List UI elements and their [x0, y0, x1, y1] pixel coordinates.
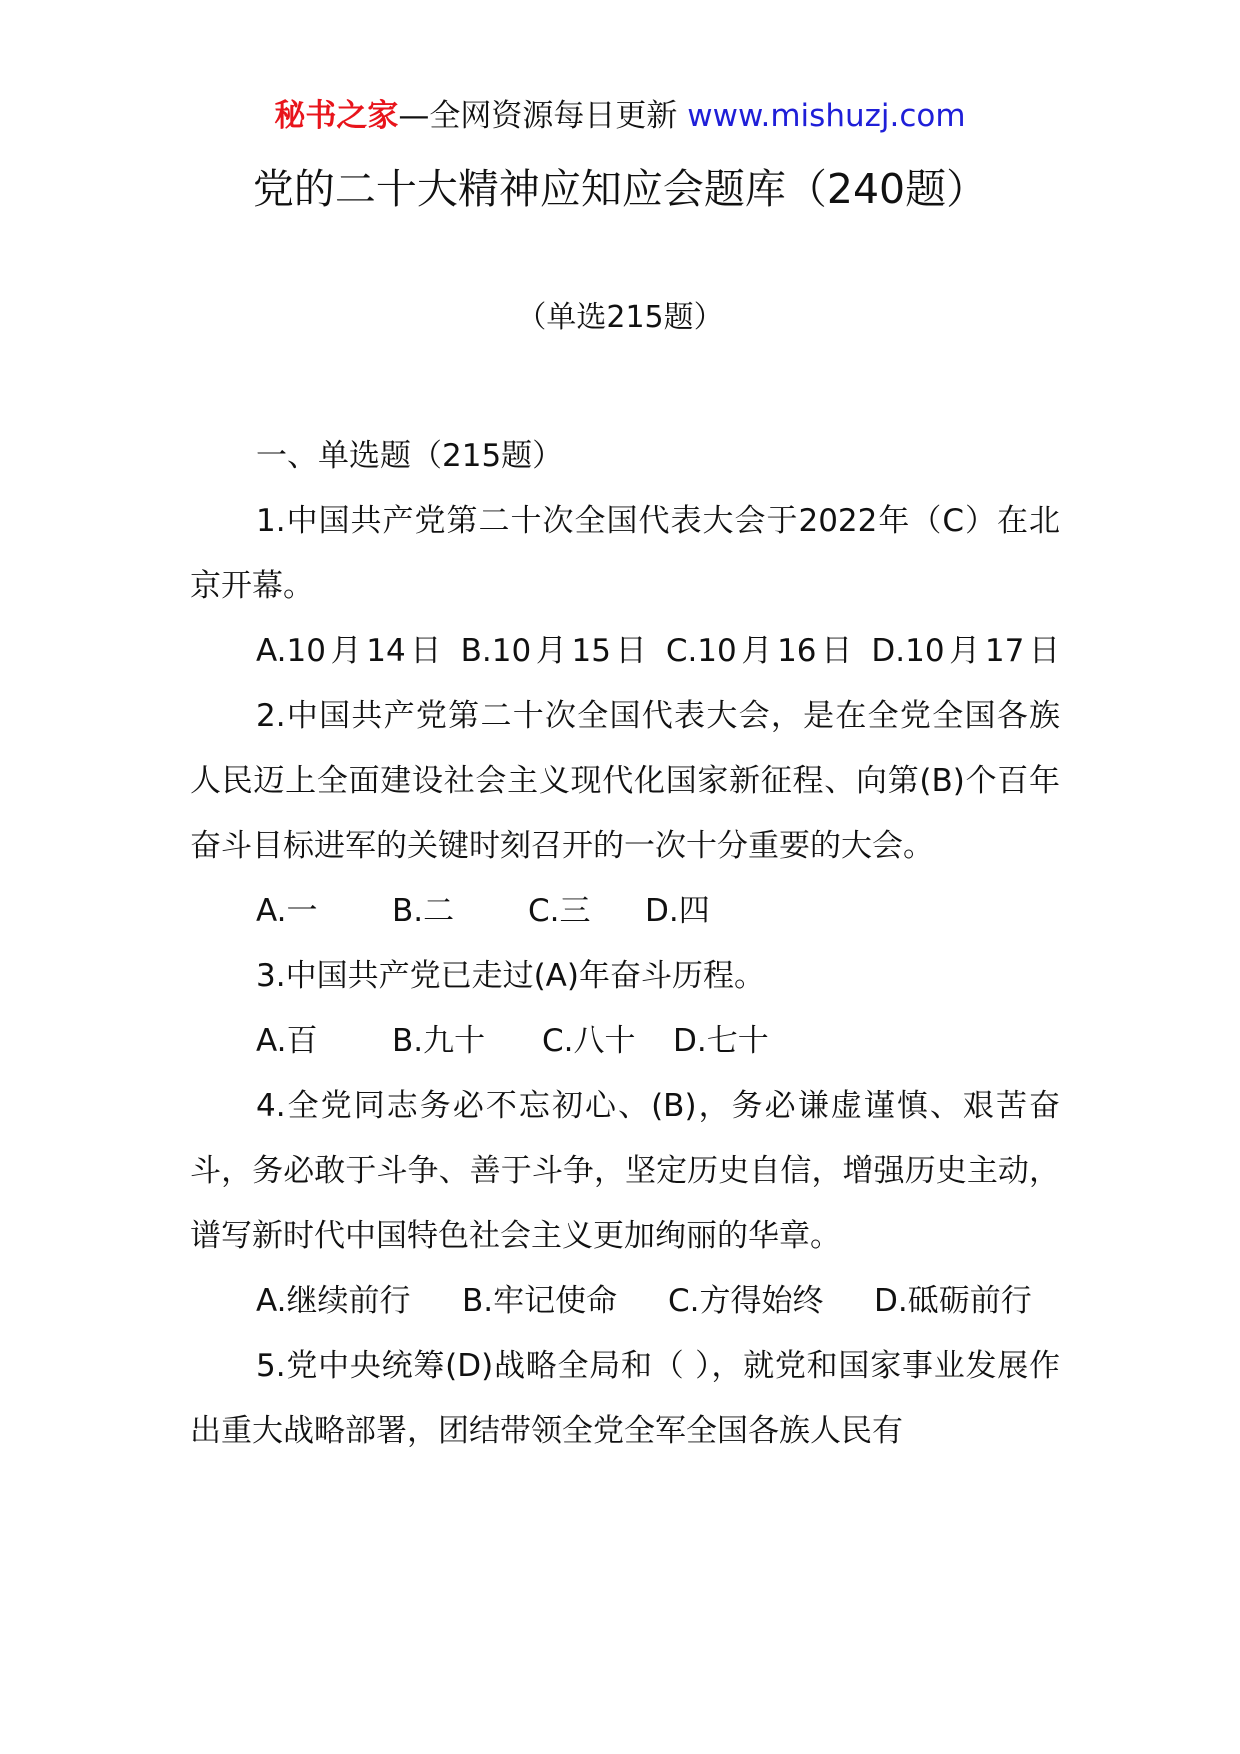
option-c: C.三 — [528, 893, 591, 929]
option-b: B.10月15日 — [460, 633, 652, 669]
option-d: D.七十 — [673, 1023, 769, 1059]
option-d: D.四 — [645, 893, 710, 929]
option-c: C.八十 — [542, 1023, 636, 1059]
option-d: D.10月17日 — [871, 633, 1061, 669]
site-url-link[interactable]: www.mishuzj.com — [687, 98, 966, 134]
option-b: B.二 — [392, 893, 455, 929]
question-4-options — [190, 1269, 1060, 1334]
option-b: B.九十 — [392, 1023, 486, 1059]
option-b: B.牢记使命 — [462, 1283, 618, 1319]
question-5-text: 5.党中央统筹(D)战略全局和（ ），就党和国家事业发展作出重大战略部署，团结带领全党全军全国各族人民有 — [190, 1348, 1060, 1449]
option-c: C.10月16日 — [665, 633, 857, 669]
question-3-options — [190, 1009, 1060, 1074]
option-c: C.方得始终 — [668, 1283, 824, 1319]
document-title: 党的二十大精神应知应会题库（240题） — [252, 165, 988, 213]
option-a: A.百 — [256, 1023, 318, 1059]
brand-name: 秘书之家 — [274, 98, 399, 134]
section-heading: 一、单选题（215题） — [256, 438, 564, 474]
option-a: A.继续前行 — [256, 1283, 411, 1319]
site-header — [0, 98, 1240, 135]
question-3-text: 3.中国共产党已走过(A)年奋斗历程。 — [256, 958, 765, 994]
question-4-text: 4.全党同志务必不忘初心、(B)，务必谦虚谨慎、艰苦奋斗，务必敢于斗争、善于斗争，坚定历史自信，增强历史主动，谱写新时代中国特色社会主义更加绚丽的华章。 — [190, 1088, 1060, 1254]
option-a: A.一 — [256, 893, 318, 929]
question-1-options — [190, 619, 1060, 684]
option-d: D.砥砺前行 — [874, 1283, 1032, 1319]
document-subtitle: （单选215题） — [516, 300, 724, 335]
header-tagline: —全网资源每日更新 — [398, 98, 688, 134]
question-2-options — [190, 879, 1060, 944]
document-body — [190, 424, 1060, 1464]
question-2-text: 2.中国共产党第二十次全国代表大会，是在全党全国各族人民迈上全面建设社会主义现代化国家新征程、向第(B)个百年奋斗目标进军的关键时刻召开的一次十分重要的大会。 — [190, 698, 1060, 864]
option-a: A.10月14日 — [256, 633, 447, 669]
question-1-text: 1.中国共产党第二十次全国代表大会于2022年（C）在北京开幕。 — [190, 503, 1060, 604]
